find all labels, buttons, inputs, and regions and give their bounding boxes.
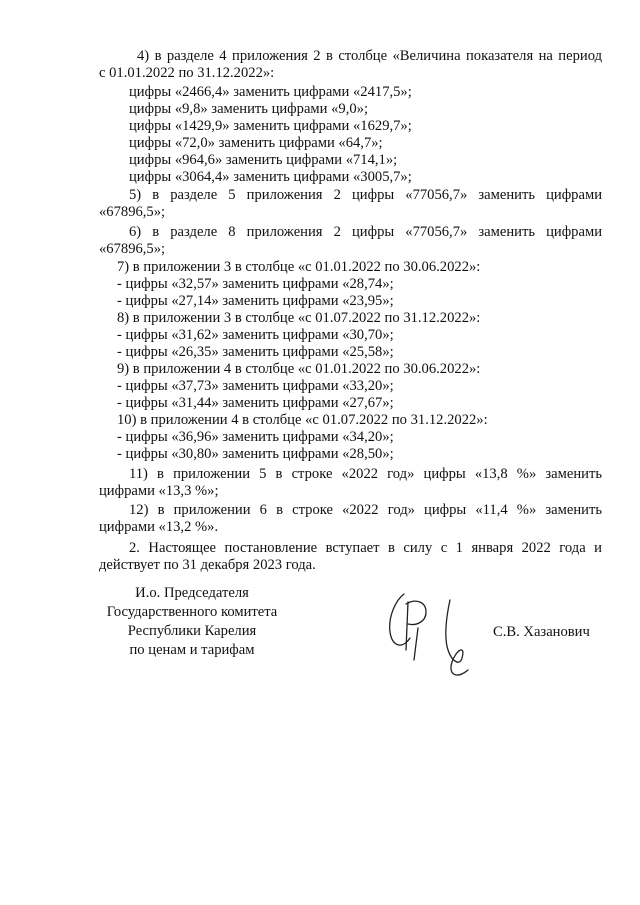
signatory-line-1: И.о. Председателя	[135, 585, 249, 601]
item-4-heading-cont: с 01.01.2022 по 31.12.2022»:	[99, 65, 275, 81]
item-7-heading: 7) в приложении 3 в столбце «с 01.01.2022 по 30.06.2022»:	[117, 259, 481, 275]
item-8-row-2: - цифры «26,35» заменить цифрами «25,58»;	[117, 344, 394, 360]
item-5: 5) в разделе 5 приложения 2 цифры «77056,7» заменить цифрами	[129, 187, 602, 203]
handwritten-signature	[382, 588, 492, 683]
item-4-row-1: цифры «2466,4» заменить цифрами «2417,5»;	[129, 84, 412, 100]
item-4-row-6: цифры «3064,4» заменить цифрами «3005,7»;	[129, 169, 412, 185]
signatory-line-3: Республики Карелия	[127, 623, 257, 639]
signer-name: С.В. Хазанович	[493, 624, 590, 640]
item-12: 12) в приложении 6 в строке «2022 год» цифры «11,4 %» заменить	[129, 502, 602, 518]
signatory-line-4: по ценам и тарифам	[129, 642, 255, 658]
paragraph-2: 2. Настоящее постановление вступает в силу с 1 января 2022 года и	[129, 540, 602, 556]
paragraph-2-cont: действует по 31 декабря 2023 года.	[99, 557, 316, 573]
item-4-heading: 4) в разделе 4 приложения 2 в столбце «Величина показателя на период	[137, 48, 602, 64]
item-9-row-2: - цифры «31,44» заменить цифрами «27,67»;	[117, 395, 394, 411]
item-5-cont: «67896,5»;	[99, 204, 166, 220]
item-6: 6) в разделе 8 приложения 2 цифры «77056,7» заменить цифрами	[129, 224, 602, 240]
item-10-heading: 10) в приложении 4 в столбце «с 01.07.2022 по 31.12.2022»:	[117, 412, 488, 428]
item-11-cont: цифрами «13,3 %»;	[99, 483, 219, 499]
item-11: 11) в приложении 5 в строке «2022 год» цифры «13,8 %» заменить	[129, 466, 602, 482]
signatory-line-2: Государственного комитета	[106, 604, 278, 620]
item-4-row-2: цифры «9,8» заменить цифрами «9,0»;	[129, 101, 369, 117]
item-7-row-1: - цифры «32,57» заменить цифрами «28,74»;	[117, 276, 394, 292]
item-4-row-5: цифры «964,6» заменить цифрами «714,1»;	[129, 152, 398, 168]
item-9-heading: 9) в приложении 4 в столбце «с 01.01.2022 по 30.06.2022»:	[117, 361, 481, 377]
item-6-cont: «67896,5»;	[99, 241, 166, 257]
item-7-row-2: - цифры «27,14» заменить цифрами «23,95»;	[117, 293, 394, 309]
item-4-row-4: цифры «72,0» заменить цифрами «64,7»;	[129, 135, 383, 151]
item-8-row-1: - цифры «31,62» заменить цифрами «30,70»;	[117, 327, 394, 343]
item-12-cont: цифрами «13,2 %».	[99, 519, 219, 535]
item-10-row-2: - цифры «30,80» заменить цифрами «28,50»;	[117, 446, 394, 462]
item-10-row-1: - цифры «36,96» заменить цифрами «34,20»;	[117, 429, 394, 445]
item-4-row-3: цифры «1429,9» заменить цифрами «1629,7»;	[129, 118, 412, 134]
item-9-row-1: - цифры «37,73» заменить цифрами «33,20»;	[117, 378, 394, 394]
signatory-title	[92, 584, 292, 660]
item-8-heading: 8) в приложении 3 в столбце «с 01.07.2022 по 31.12.2022»:	[117, 310, 481, 326]
